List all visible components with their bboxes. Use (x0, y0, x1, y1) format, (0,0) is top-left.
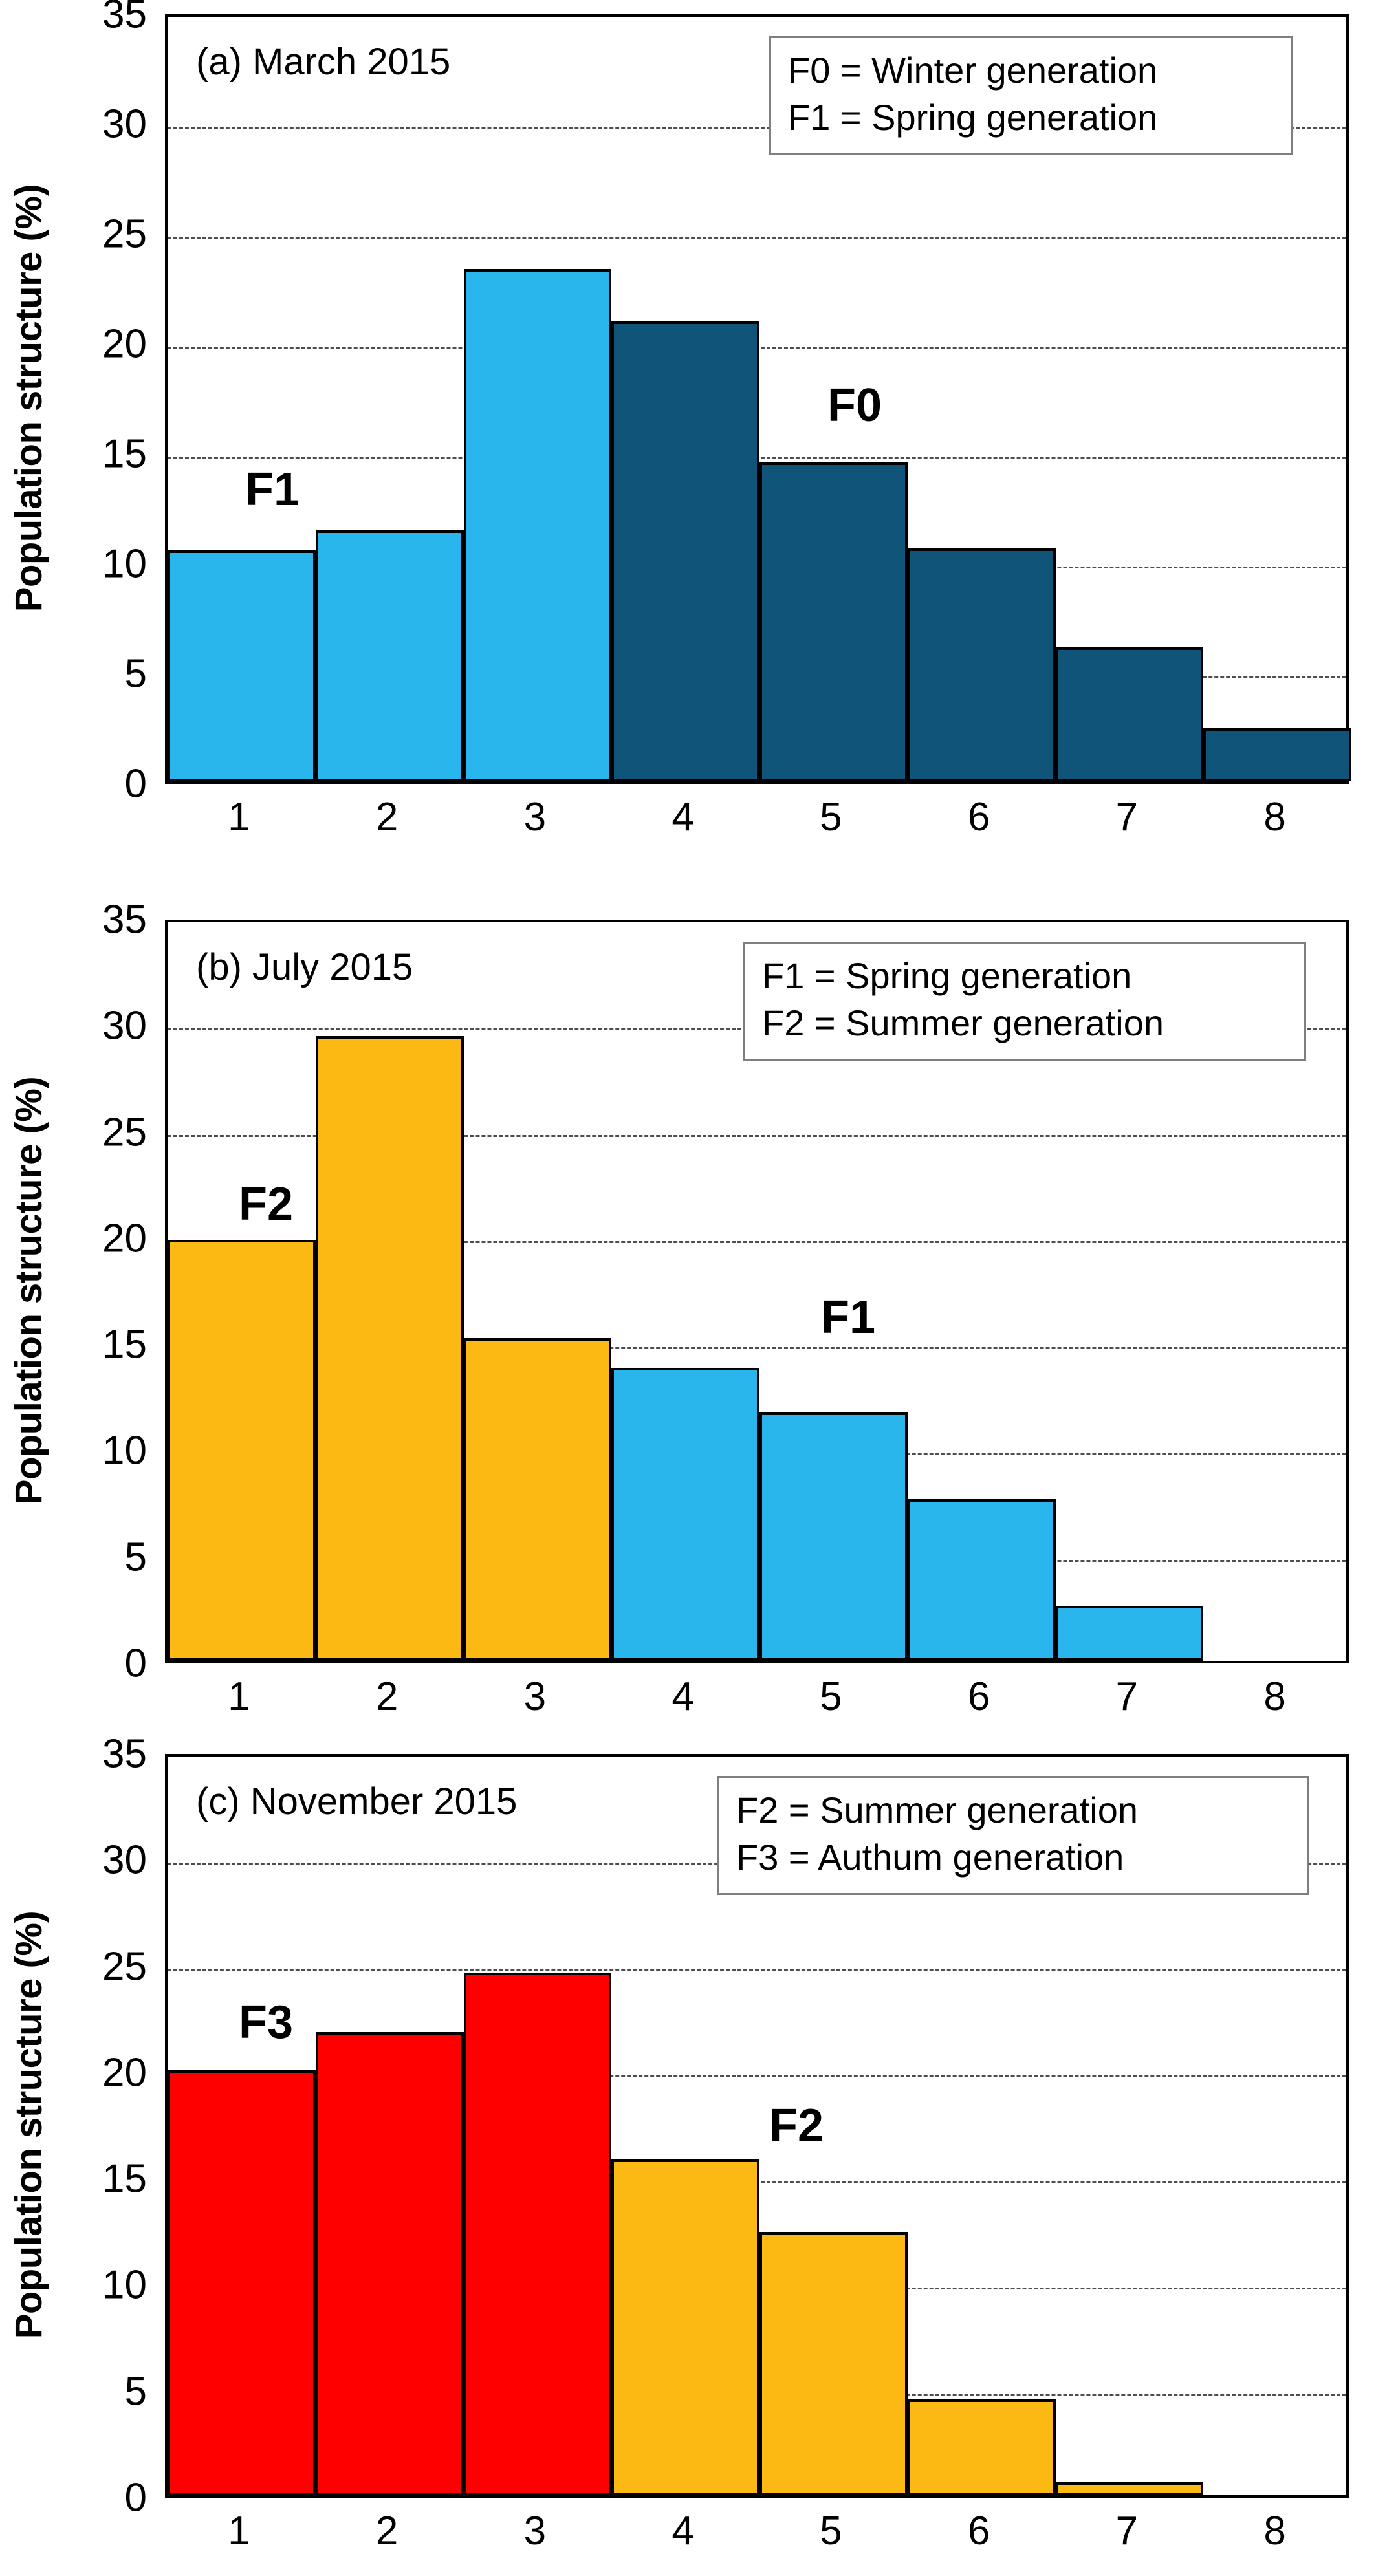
x-tick-label: 8 (1263, 2509, 1286, 2553)
x-tick-label: 3 (523, 2509, 547, 2553)
y-axis-ticks-a (55, 0, 158, 806)
legend-item-1: F3 = Authum generation (736, 1836, 1124, 1878)
y-tick-label: 20 (102, 321, 147, 367)
y-axis-ticks-b (55, 897, 158, 1686)
x-tick-label: 2 (375, 795, 399, 839)
x-tick-label: 8 (1263, 795, 1286, 839)
y-tick-label: 25 (102, 1944, 147, 1989)
bar (464, 1338, 612, 1661)
y-tick-label: 5 (124, 651, 147, 697)
x-tick-label: 5 (820, 795, 842, 839)
x-tick-label: 7 (1115, 1674, 1139, 1719)
bar (316, 2032, 464, 2495)
x-tick-label: 2 (375, 2509, 399, 2553)
bar (1203, 728, 1351, 781)
bar (759, 1412, 908, 1661)
y-tick-label: 20 (102, 2050, 147, 2095)
y-tick-label: 35 (102, 1731, 147, 1777)
x-tick-label: 7 (1115, 795, 1139, 839)
annotation-f0-a: F0 (827, 380, 882, 431)
bar (316, 530, 464, 781)
y-axis-label-c: Population structure (%) (8, 1910, 50, 2339)
panel-title-a: (a) March 2015 (196, 41, 451, 83)
y-tick-label: 5 (124, 1535, 147, 1580)
x-tick-label: 6 (967, 2509, 990, 2553)
y-tick-label: 5 (124, 2369, 147, 2414)
y-axis-label-a: Population structure (%) (8, 184, 50, 612)
annotation-f1-b: F1 (821, 1292, 876, 1343)
bar (168, 2070, 316, 2495)
x-tick-label: 6 (967, 795, 990, 839)
x-tick-label: 1 (228, 1674, 250, 1719)
y-tick-label: 15 (102, 431, 147, 477)
chart-panel-c (0, 1731, 1398, 2574)
y-tick-label: 35 (102, 0, 147, 37)
x-tick-label: 1 (228, 2509, 250, 2553)
bar (1056, 647, 1204, 781)
x-tick-label: 3 (523, 1674, 547, 1719)
bar (759, 462, 908, 781)
legend-item-1: F2 = Summer generation (762, 1002, 1164, 1043)
x-tick-label: 3 (523, 795, 547, 839)
bar (1056, 2482, 1204, 2495)
bar (908, 1499, 1056, 1661)
x-tick-label: 4 (672, 795, 694, 839)
x-tick-label: 7 (1115, 2509, 1139, 2553)
bar (168, 1240, 316, 1661)
bar (611, 1368, 759, 1661)
bar (611, 321, 759, 781)
x-tick-label: 4 (672, 1674, 694, 1719)
legend-item-0: F0 = Winter generation (788, 50, 1158, 91)
y-tick-label: 25 (102, 211, 147, 257)
y-tick-label: 10 (102, 541, 147, 587)
legend-item-0: F1 = Spring generation (762, 955, 1132, 996)
panel-title-b: (b) July 2015 (196, 946, 413, 988)
x-tick-label: 5 (820, 1674, 842, 1719)
plot-area-b (165, 920, 1349, 1663)
bar (759, 2232, 908, 2495)
x-tick-label: 1 (228, 795, 250, 839)
y-tick-label: 15 (102, 2156, 147, 2202)
bar (1056, 1606, 1204, 1661)
y-tick-label: 30 (102, 1837, 147, 1883)
legend-a (769, 36, 1293, 155)
annotation-f2-b: F2 (239, 1178, 294, 1230)
panel-title-c: (c) November 2015 (196, 1780, 518, 1823)
bar (168, 550, 316, 781)
y-tick-label: 0 (124, 1641, 147, 1686)
x-tick-label: 2 (375, 1674, 399, 1719)
legend-c (717, 1776, 1309, 1895)
y-axis-ticks-c (55, 1731, 158, 2520)
bar (611, 2159, 759, 2495)
plot-area-a (165, 14, 1349, 784)
x-tick-label: 5 (820, 2509, 842, 2553)
bar (908, 2399, 1056, 2495)
y-tick-label: 30 (102, 102, 147, 147)
x-tick-label: 8 (1263, 1674, 1286, 1719)
legend-item-0: F2 = Summer generation (736, 1790, 1138, 1830)
bar (464, 1973, 612, 2495)
annotation-f3-c: F3 (239, 1997, 294, 2048)
y-tick-label: 35 (102, 897, 147, 942)
y-tick-label: 20 (102, 1216, 147, 1261)
chart-panel-a (0, 0, 1398, 880)
y-tick-label: 0 (124, 2475, 147, 2520)
plot-area-c (165, 1754, 1349, 2498)
legend-b (743, 942, 1306, 1061)
x-tick-label: 4 (672, 2509, 694, 2553)
y-axis-label-b: Population structure (%) (8, 1076, 50, 1504)
y-tick-label: 10 (102, 1428, 147, 1473)
x-tick-label: 6 (967, 1674, 990, 1719)
annotation-f1-a: F1 (245, 464, 300, 515)
bar (316, 1036, 464, 1661)
chart-panel-b (0, 897, 1398, 1740)
y-tick-label: 15 (102, 1322, 147, 1367)
y-tick-label: 25 (102, 1110, 147, 1155)
y-tick-label: 30 (102, 1003, 147, 1048)
y-tick-label: 0 (124, 761, 147, 806)
legend-item-1: F1 = Spring generation (788, 96, 1158, 138)
bar (908, 548, 1056, 781)
annotation-f2-c: F2 (769, 2100, 824, 2152)
y-tick-label: 10 (102, 2262, 147, 2308)
bar (464, 269, 612, 781)
